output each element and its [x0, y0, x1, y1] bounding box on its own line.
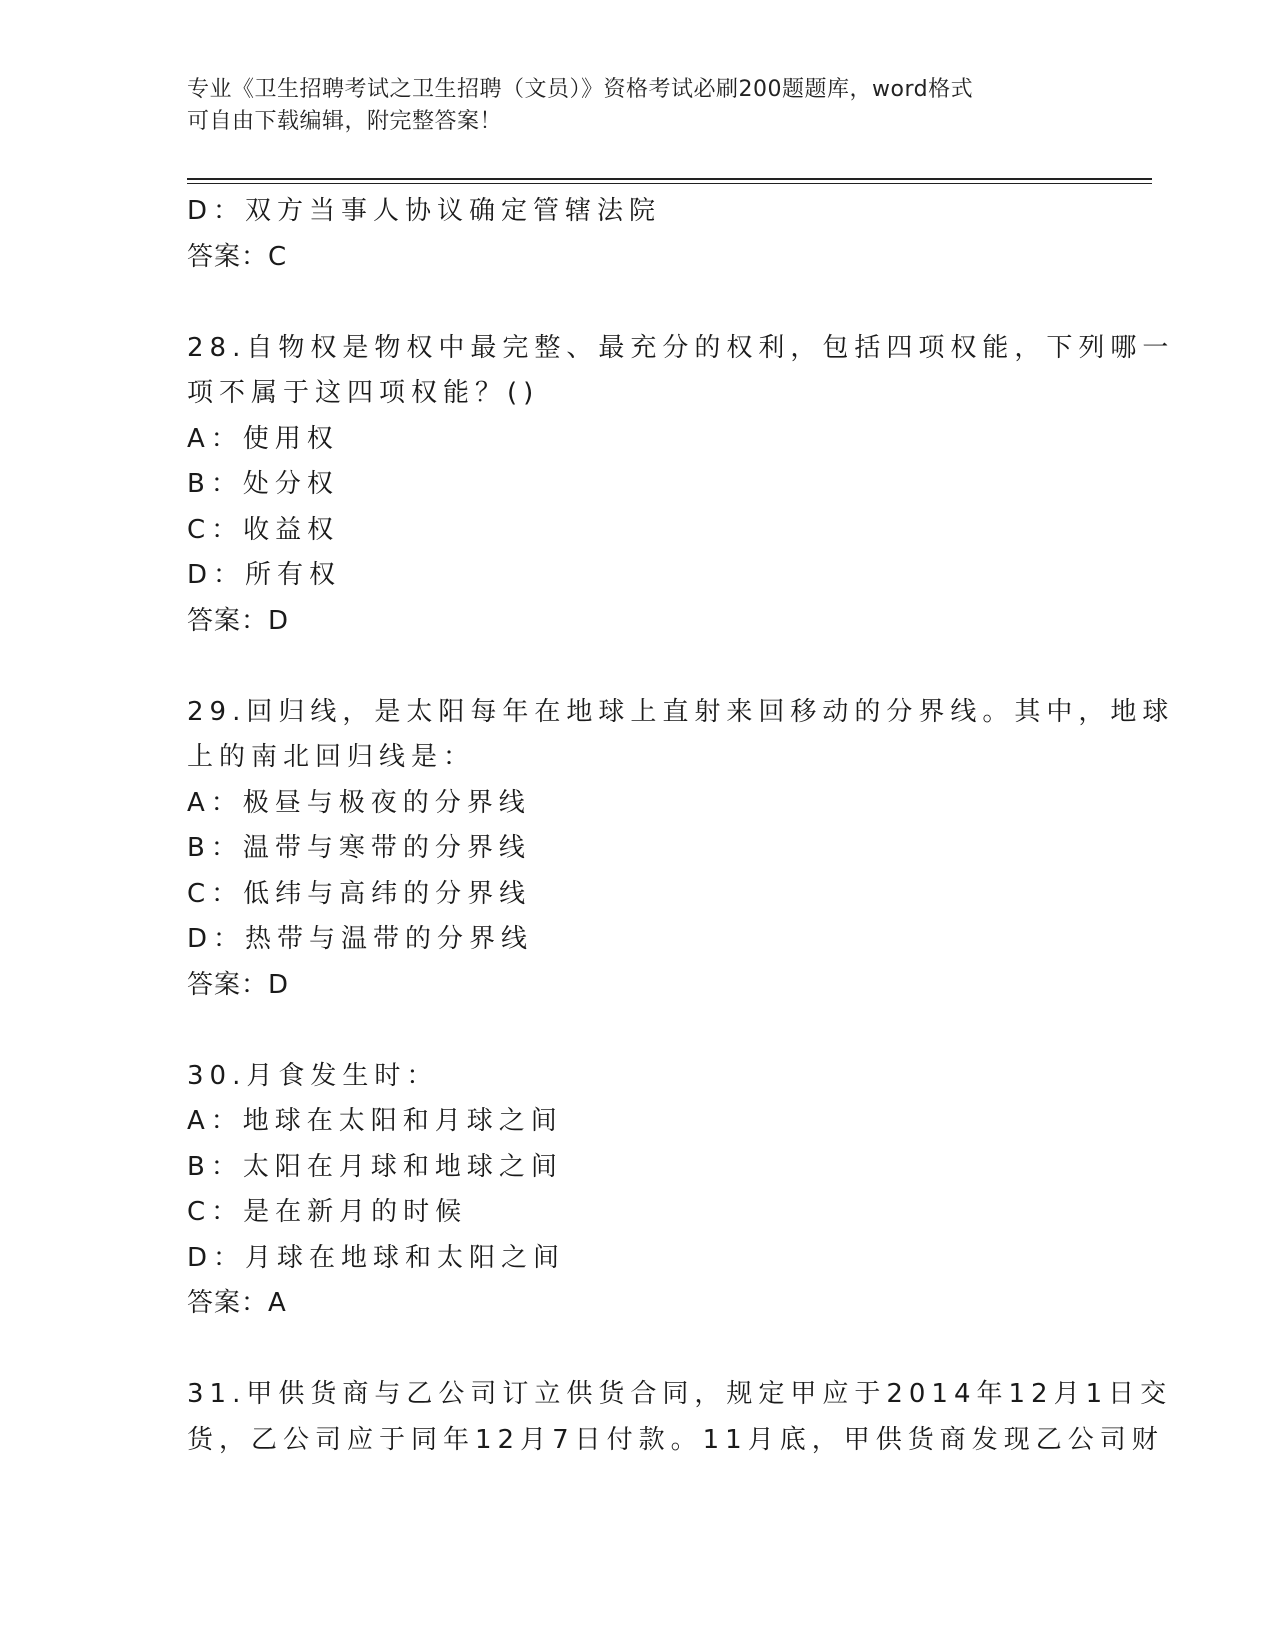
question-stem: 项不属于这四项权能？() — [187, 378, 540, 408]
document-header — [187, 74, 1067, 138]
question-30 — [187, 1054, 1087, 1327]
question-stem: 上的南北回归线是： — [187, 742, 476, 772]
spacer — [187, 280, 1087, 326]
option-a: A：地球在太阳和月球之间 — [187, 1106, 563, 1136]
answer: 答案：D — [187, 969, 290, 1000]
option-a: A：极昼与极夜的分界线 — [187, 787, 531, 818]
option-b: B：温带与寒带的分界线 — [187, 833, 531, 863]
option-b: B：处分权 — [187, 469, 339, 499]
question-29 — [187, 690, 1175, 1009]
question-stem: 货，乙公司应于同年12月7日付款。11月底，甲供货商发现乙公司财 — [187, 1424, 1164, 1455]
header-rule-thin — [187, 183, 1152, 184]
option-c: C：是在新月的时候 — [187, 1197, 468, 1227]
question-stem: 29.回归线，是太阳每年在地球上直射来回移动的分界线。其中，地球 — [187, 696, 1175, 727]
option-d: D：月球在地球和太阳之间 — [187, 1242, 566, 1273]
question-content — [187, 189, 1175, 1463]
option-c: C：收益权 — [187, 514, 340, 545]
header-rule-thick — [187, 178, 1152, 180]
header-line-1: 专业《卫生招聘考试之卫生招聘（文员）》资格考试必刷200题题库，word格式 — [187, 77, 974, 102]
option-d: D：所有权 — [187, 560, 342, 590]
answer: 答案：D — [187, 605, 290, 636]
option-b: B：太阳在月球和地球之间 — [187, 1151, 563, 1182]
answer: 答案：A — [187, 1288, 287, 1318]
header-line-2: 可自由下载编辑，附完整答案！ — [187, 109, 503, 134]
question-28 — [187, 326, 1175, 645]
question-stem: 28.自物权是物权中最完整、最充分的权利，包括四项权能，下列哪一 — [187, 332, 1175, 363]
question-stem: 31.甲供货商与乙公司订立供货合同，规定甲应于2014年12月1日交 — [187, 1379, 1173, 1409]
spacer — [187, 1327, 1087, 1373]
spacer — [187, 644, 1087, 690]
option-c: C：低纬与高纬的分界线 — [187, 878, 532, 909]
prev-option-d: D：双方当事人协议确定管辖法院 — [187, 196, 662, 226]
option-a: A：使用权 — [187, 423, 339, 454]
option-d: D：热带与温带的分界线 — [187, 924, 534, 954]
question-stem: 30.月食发生时： — [187, 1060, 439, 1091]
prev-answer: 答案：C — [187, 241, 288, 272]
question-31 — [187, 1372, 1173, 1463]
spacer — [187, 1008, 1087, 1054]
